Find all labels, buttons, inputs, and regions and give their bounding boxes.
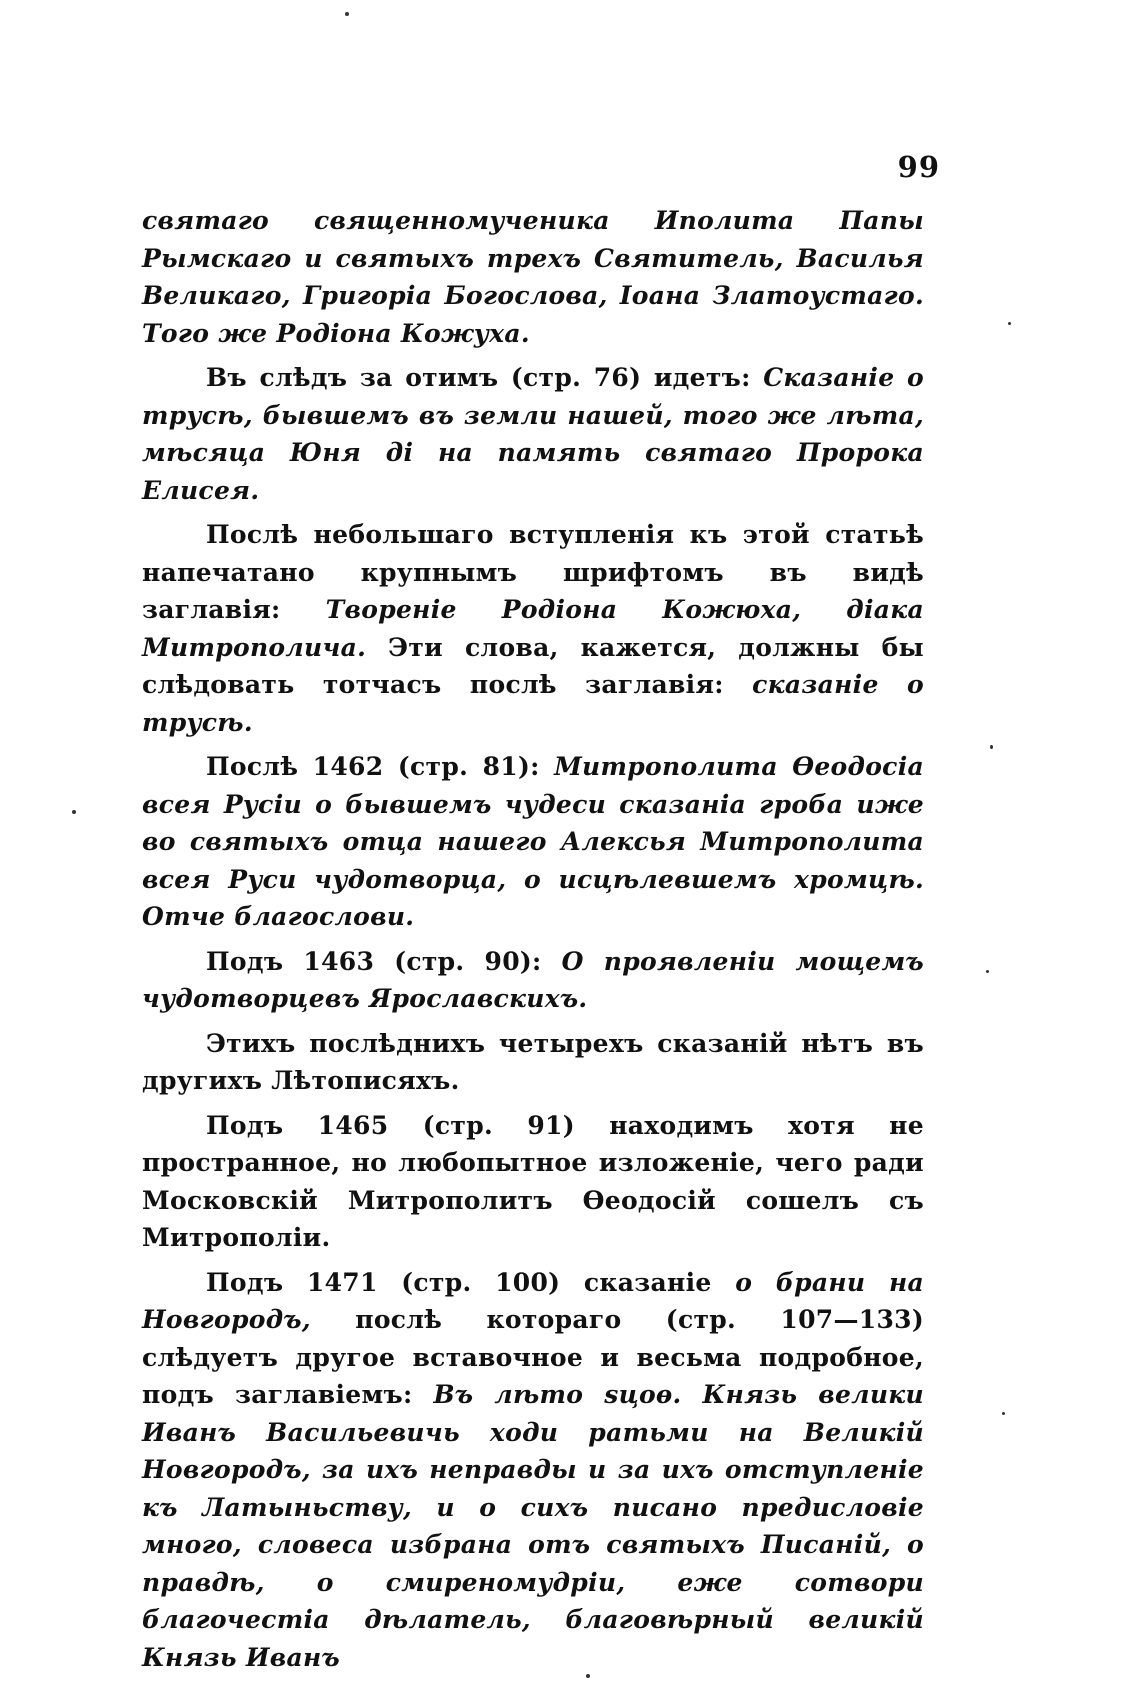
regular-text: Этихъ послѣднихъ четырехъ сказаній нѣтъ въ другихъ Лѣтописяхъ.	[142, 1028, 924, 1095]
italic-text: святаго священномученика Иполита Папы Рымскаго и святыхъ трехъ Святитель, Василья Великаго, Григоріа Богослова, Іоана Златоустаго. Того же Родіона Кожуха.	[142, 206, 924, 348]
paragraph	[142, 1107, 924, 1257]
italic-text: о брани на Новгородъ,	[142, 1267, 925, 1334]
regular-text: Послѣ небольшаго вступленія къ этой статьѣ напечатано крупнымъ шрифтомъ въ видѣ заглавія:	[142, 520, 924, 624]
paragraph	[142, 1025, 924, 1100]
paragraph	[142, 359, 924, 509]
italic-text: сказаніе о трусѣ.	[142, 670, 924, 737]
paragraph	[142, 1264, 924, 1677]
scan-speck	[586, 1674, 590, 1678]
regular-text: Послѣ 1462 (стр. 81):	[206, 752, 555, 781]
scan-speck	[990, 745, 993, 749]
paragraph	[142, 748, 924, 936]
paragraph	[142, 943, 924, 1018]
italic-text: Въ лѣто ѕцоѳ. Князь велики Иванъ Васильевичь ходи ратьми на Великій Новгородъ, за ихъ неправды и за ихъ отступленіе къ Латыньству, и о сихъ писано предисловіе много, словеса избрана отъ святыхъ Писаній, о правдѣ, о смиреномудріи, еже сотвори благочестіа дѣлатель, благовѣрный великій Князь Иванъ	[142, 1380, 925, 1672]
regular-text: Въ слѣдъ за отимъ (стр. 76) идетъ:	[206, 363, 764, 392]
italic-text: Митрополита Ѳеодосіа всея Русіи о бывшемъ чудеси сказаніа гроба иже во святыхъ отца нашего Алексья Митрополита всея Руси чудотворца, о исцѣлевшемъ хромцѣ. Отче благослови.	[142, 752, 924, 931]
regular-text: послѣ котораго (стр. 107—133) слѣдуетъ другое вставочное и весьма подробное, подъ заглавіемъ:	[142, 1305, 924, 1409]
regular-text: Подъ 1463 (стр. 90):	[206, 946, 562, 976]
italic-text: О проявленіи мощемъ чудотворцевъ Ярославскихъ.	[142, 946, 924, 1013]
page-number: 99	[897, 150, 940, 184]
scan-speck	[1008, 322, 1011, 325]
body-text	[142, 202, 924, 1676]
italic-text: Сказаніе о трусѣ, бывшемъ въ земли нашей, того же лѣта, мѣсяца Юня ді на память святаго Пророка Елисея.	[142, 363, 924, 505]
scan-speck	[72, 810, 76, 814]
regular-text: Подъ 1471 (стр. 100) сказаніе	[206, 1267, 736, 1297]
italic-text: Твореніе Родіона Кожюха, діака Митрополича.	[142, 595, 925, 662]
scan-speck	[345, 12, 349, 16]
regular-text: Подъ 1465 (стр. 91) находимъ хотя не пространное, но любопытное изложеніе, чего ради Московскій Митрополитъ Ѳеодосій сошелъ съ Митрополіи.	[142, 1110, 924, 1252]
paragraph	[142, 516, 924, 741]
paragraph	[142, 202, 924, 352]
scan-speck	[1002, 1412, 1005, 1415]
scan-speck	[986, 970, 989, 973]
regular-text: Эти слова, кажется, должны бы слѣдовать тотчасъ послѣ заглавія:	[142, 632, 924, 699]
